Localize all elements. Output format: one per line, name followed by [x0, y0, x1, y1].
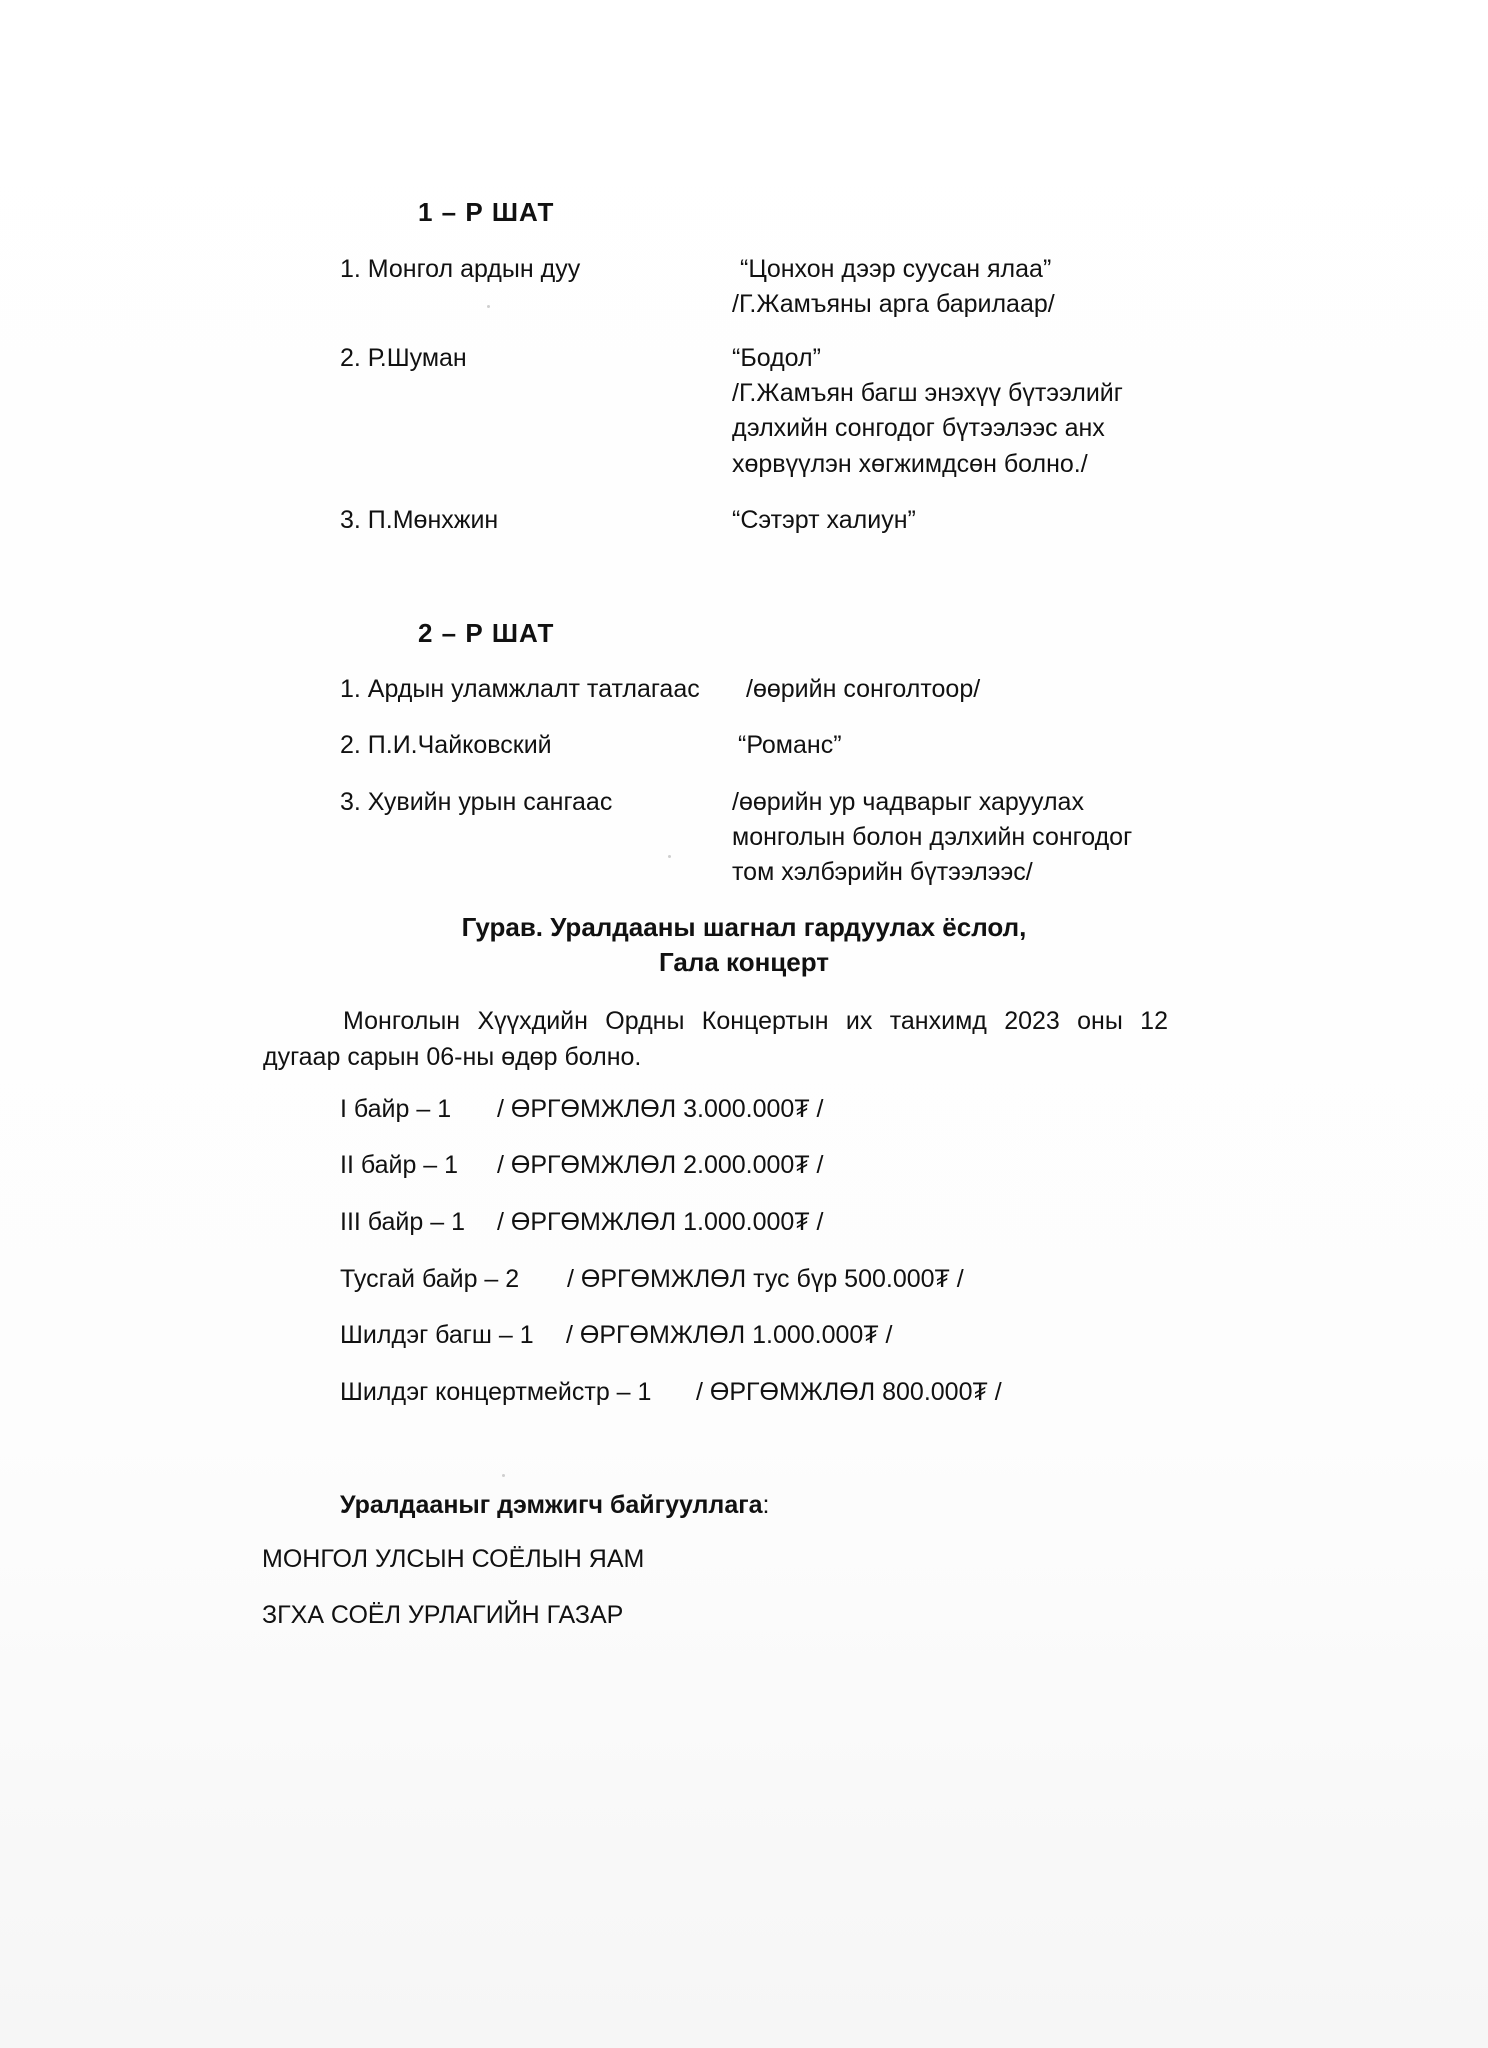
section3-title-line-1: Гурав. Уралдааны шагнал гардуулах ёслол,	[461, 912, 1027, 942]
prize-5-award: / ӨРГӨМЖЛӨЛ 1.000.000₮ /	[566, 1321, 893, 1349]
prize-4-award: / ӨРГӨМЖЛӨЛ тус бүр 500.000₮ /	[567, 1265, 964, 1293]
prize-1-award: / ӨРГӨМЖЛӨЛ 3.000.000₮ /	[497, 1095, 824, 1123]
supporters-heading-colon: :	[762, 1491, 770, 1519]
stage2-item-1-work-line-1: /өөрийн сонголтоор/	[746, 675, 981, 703]
prize-1-place: I байр – 1	[340, 1095, 452, 1123]
stage1-item-2-work-line-4: хөрвүүлэн хөгжимдсөн болно./	[732, 450, 1088, 478]
prize-6-award: / ӨРГӨМЖЛӨЛ 800.000₮ /	[696, 1378, 1002, 1406]
section3-paragraph	[263, 1003, 1168, 1075]
prize-5-place: Шилдэг багш – 1	[340, 1321, 534, 1349]
stage2-item-2-piece: 2. П.И.Чайковский	[340, 731, 552, 759]
scan-speck	[487, 305, 490, 308]
stage2-item-3-piece: 3. Хувийн урын сангаас	[340, 788, 613, 816]
prize-2-award: / ӨРГӨМЖЛӨЛ 2.000.000₮ /	[497, 1151, 824, 1179]
stage1-item-1-work-line-1: “Цонхон дээр суусан ялаа”	[740, 255, 1052, 283]
stage1-item-2-work-line-2: /Г.Жамъян багш энэхүү бүтээлийг	[732, 379, 1123, 407]
stage2-item-3-work-line-1: /өөрийн ур чадварыг харуулах	[732, 788, 1084, 816]
stage1-item-2-piece: 2. Р.Шуман	[340, 344, 467, 372]
section3-title-line-2: Гала концерт	[658, 947, 830, 977]
prize-4-place: Тусгай байр – 2	[340, 1265, 520, 1293]
prize-3-place: III байр – 1	[340, 1208, 465, 1236]
prize-2-place: II байр – 1	[340, 1151, 459, 1179]
stage2-item-3-work-line-3: том хэлбэрийн бүтээлээс/	[732, 858, 1033, 886]
supporters-heading: Уралдааныг дэмжигч байгууллага	[340, 1491, 763, 1519]
stage2-item-3-work-line-2: монголын болон дэлхийн сонгодог	[732, 823, 1133, 851]
prize-6-place: Шилдэг концертмейстр – 1	[340, 1378, 652, 1406]
stage2-item-2-work-line-1: “Романс”	[738, 731, 842, 759]
stage1-item-2-work-line-1: “Бодол”	[732, 344, 821, 372]
prize-3-award: / ӨРГӨМЖЛӨЛ 1.000.000₮ /	[497, 1208, 824, 1236]
supporters-heading-row	[340, 1490, 770, 1520]
scan-speck	[668, 855, 671, 858]
stage2-item-1-piece: 1. Ардын уламжлалт татлагаас	[340, 675, 700, 703]
stage1-item-3-work-line-1: “Сэтэрт халиун”	[732, 506, 916, 534]
supporter-org-2: ЗГХА СОЁЛ УРЛАГИЙН ГАЗАР	[262, 1601, 624, 1629]
stage1-heading: 1 – Р ШАТ	[418, 197, 555, 227]
section3-paragraph-text: Монголын Хүүхдийн Ордны Концертын их танхимд 2023 оны 12 дугаар сарын 06-ны өдөр болно.	[263, 1007, 1168, 1071]
stage1-item-2-work-line-3: дэлхийн сонгодог бүтээлээс анх	[732, 414, 1105, 442]
stage1-item-1-work-line-2: /Г.Жамъяны арга барилаар/	[732, 290, 1055, 318]
stage2-heading: 2 – Р ШАТ	[418, 618, 555, 648]
stage1-item-1-piece: 1. Монгол ардын дуу	[340, 255, 581, 283]
scan-speck	[502, 1474, 505, 1477]
stage1-item-3-piece: 3. П.Мөнхжин	[340, 506, 499, 534]
supporter-org-1: МОНГОЛ УЛСЫН СОЁЛЫН ЯАМ	[262, 1545, 645, 1573]
